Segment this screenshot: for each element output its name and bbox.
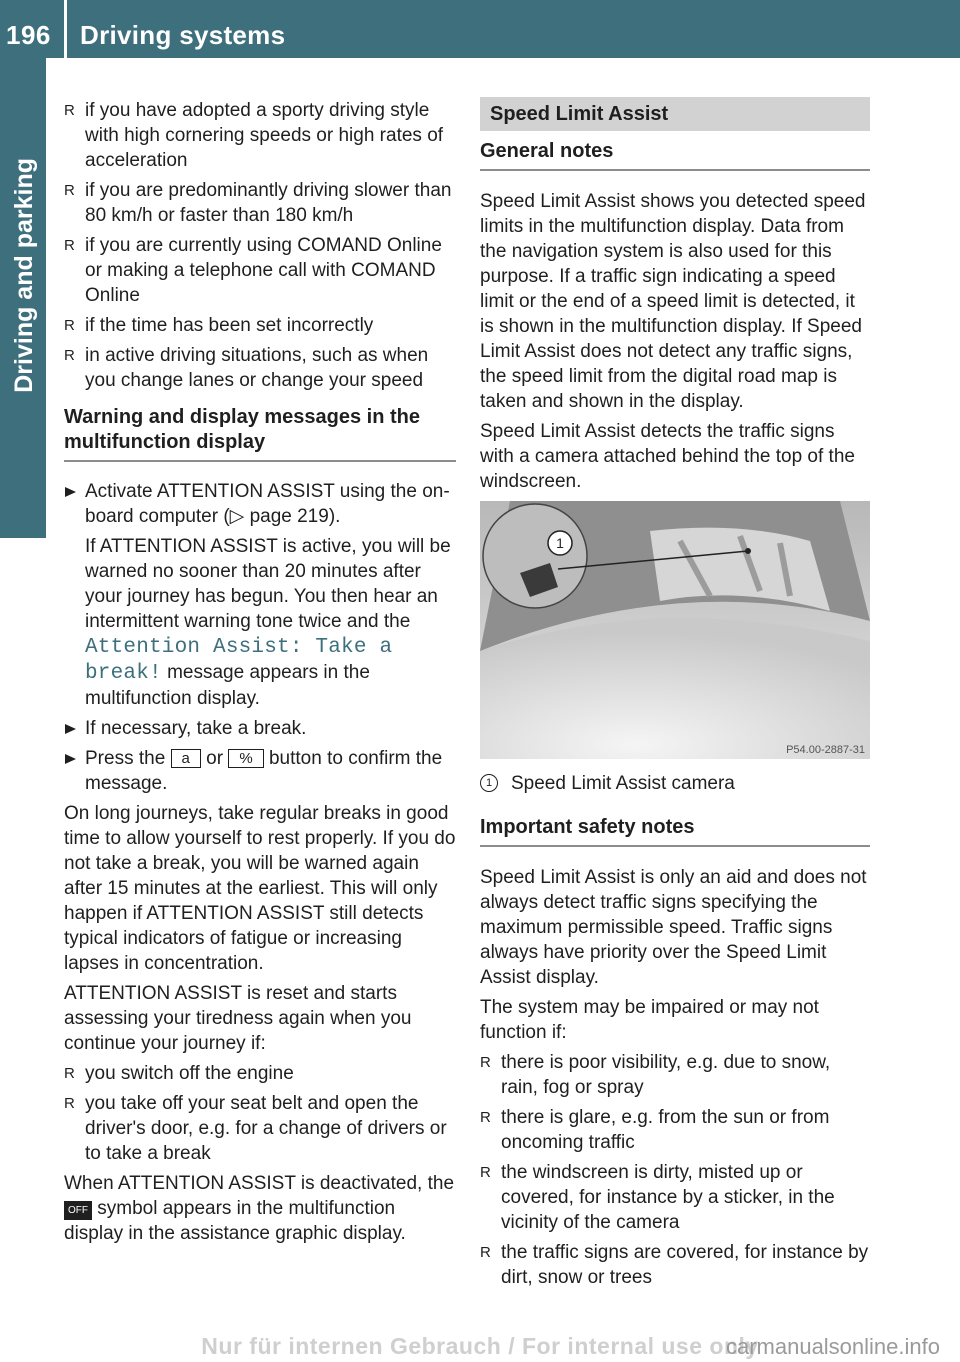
list-item: R if you are currently using COMAND Online or making a telephone call with COMAND Online [64, 233, 456, 308]
ok-button-symbol: a [171, 749, 201, 768]
paragraph: Speed Limit Assist shows you detected speed limits in the multifunction display. Data from the navigation system is also used for this purpose. If a traffic sign indicating a speed limit or the end of a speed limit is detected, it is shown in the multifunction display. If Speed Limit Assist does not detect any traffic signs, the speed limit from the digital road map is taken and shown in the display. [480, 191, 866, 412]
action-text: or [206, 748, 224, 769]
action-step-confirm [64, 746, 456, 796]
side-tab-label: Driving and parking [10, 158, 38, 393]
caption-text: Speed Limit Assist camera [511, 773, 735, 794]
action-detail-text-b: message appears in the multifunction display. [85, 662, 370, 709]
back-button-symbol: % [228, 749, 263, 768]
list-item: R the traffic signs are covered, for instance by dirt, snow or trees [480, 1240, 870, 1290]
safety-notes-heading: Important safety notes [480, 815, 870, 847]
para-text: symbol appears in the multifunction display in the assistance graphic display. [64, 1198, 406, 1244]
header-bar [0, 0, 960, 58]
warning-messages-heading: Warning and display messages in the multifunction display [64, 405, 456, 462]
windscreen-camera-image [480, 501, 870, 759]
list-item: R you take off your seat belt and open the driver's door, e.g. for a change of drivers or to take a break [64, 1091, 456, 1166]
list-item: R if you are predominantly driving slower than 80 km/h or faster than 180 km/h [64, 178, 456, 228]
display-message: Attention Assist: Take a break! [85, 636, 393, 685]
footer-watermark: Nur für internen Gebrauch / For internal use only [201, 1333, 759, 1359]
page-number: 196 [6, 20, 51, 50]
attention-off-icon: OFF [64, 1201, 92, 1220]
side-tab [0, 58, 46, 538]
paragraph: Speed Limit Assist is only an aid and does not always detect traffic signs specifying the maximum permissible speed. Traffic signs always have priority over the Speed Limit Assist display. [480, 867, 867, 988]
image-code: P54.00-2887-31 [786, 744, 865, 756]
action-text: button to confirm the message. [85, 748, 443, 794]
para-text: When ATTENTION ASSIST is deactivated, the [64, 1173, 455, 1194]
action-detail [85, 534, 456, 711]
action-detail-text-a: If ATTENTION ASSIST is active, you will be warned no sooner than 20 minutes after your journey has begun. You then hear an intermittent warning tone twice and the [85, 536, 451, 632]
list-item: R if you have adopted a sporty driving style with high cornering speeds or high rates of acceleration [64, 98, 456, 173]
action-step: Activate ATTENTION ASSIST using the on-board computer (▷ page 219). [64, 479, 456, 529]
list-item: R you switch off the engine [64, 1061, 456, 1086]
callout-number: 1 [556, 535, 564, 551]
left-column [64, 98, 456, 1251]
paragraph: Speed Limit Assist detects the traffic signs with a camera attached behind the top of the windscreen. [480, 421, 855, 492]
paragraph: ATTENTION ASSIST is reset and starts assessing your tiredness again when you continue your journey if: [64, 983, 412, 1054]
list-item: R there is glare, e.g. from the sun or from oncoming traffic [480, 1105, 870, 1155]
action-step: If necessary, take a break. [64, 716, 456, 741]
general-notes-heading: General notes [480, 139, 870, 171]
list-item: R the windscreen is dirty, misted up or covered, for instance by a sticker, in the vicinity of the camera [480, 1160, 870, 1235]
paragraph-deactivated [64, 1171, 456, 1246]
list-item: R there is poor visibility, e.g. due to snow, rain, fog or spray [480, 1050, 870, 1100]
callout-marker: 1 [480, 774, 498, 792]
paragraph: The system may be impaired or may not function if: [480, 997, 819, 1043]
list-item: R in active driving situations, such as when you change lanes or change your speed [64, 343, 456, 393]
footer-site: carmanualsonline.info [725, 1334, 940, 1359]
section-title: Driving systems [80, 20, 286, 50]
right-column [480, 97, 870, 1295]
image-caption [480, 771, 870, 796]
paragraph: On long journeys, take regular breaks in good time to allow yourself to rest properly. If you do not take a break, you will be warned again after 15 minutes at the earliest. This will only happen if ATTENTION ASSIST still detects typical indicators of fatigue or increasing lapses in concentration. [64, 803, 456, 974]
speed-limit-assist-heading: Speed Limit Assist [480, 97, 870, 131]
header-divider [64, 0, 67, 58]
action-text: Press the [85, 748, 166, 769]
list-item: R if the time has been set incorrectly [64, 313, 456, 338]
